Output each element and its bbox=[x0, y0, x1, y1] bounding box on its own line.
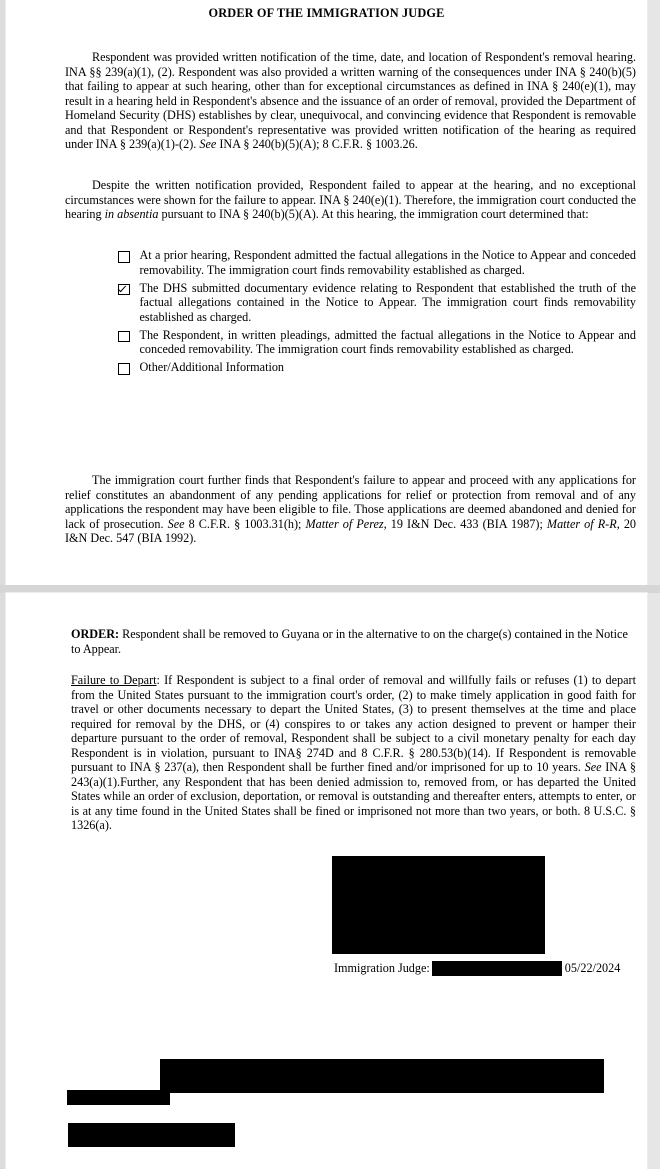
case-citation-rr-detail: , 20 I&N Dec. 547 (BIA 1992). bbox=[65, 516, 637, 546]
via-line bbox=[65, 1057, 640, 1074]
judge-signature-redaction bbox=[332, 856, 545, 954]
finding-label: Other/Additional Information bbox=[139, 360, 285, 375]
order-paragraph bbox=[71, 627, 636, 656]
findings-checkbox-list bbox=[118, 248, 636, 378]
order-text: Respondent shall be removed to Guyana or in the alternative to on the charge(s) contained in the Notice to Appear. bbox=[71, 627, 628, 656]
document-page-1 bbox=[6, 0, 647, 585]
case-citation-rr: Matter of R-R bbox=[546, 516, 617, 531]
finding-option-other[interactable] bbox=[118, 360, 636, 375]
paragraph-in-absentia bbox=[65, 178, 636, 222]
finding-option-dhs-evidence[interactable] bbox=[118, 281, 636, 325]
served-line bbox=[65, 1040, 640, 1057]
finding-option-prior-hearing[interactable] bbox=[118, 248, 636, 277]
checkbox-icon[interactable] bbox=[118, 363, 130, 375]
certificate-of-service-body bbox=[65, 1040, 640, 1140]
paragraph-abandonment bbox=[65, 473, 636, 546]
paragraph-in-absentia-text-a: Despite the written notification provided, Respondent failed to appear at the hearing, and no exceptional circumstances were shown for the failure to appear. INA § 240(e)(1). Therefore, the immigration court conducted the hearing bbox=[65, 178, 636, 222]
finding-label: At a prior hearing, Respondent admitted the factual allegations in the Notice to Appear and conceded removability. The immigration court finds removability established as charged. bbox=[139, 248, 636, 277]
checkbox-checked-icon[interactable] bbox=[118, 284, 130, 296]
in-absentia-italic: in absentia bbox=[104, 207, 159, 222]
anumber-redaction bbox=[67, 1090, 170, 1105]
case-citation-perez: Matter of Perez bbox=[305, 516, 384, 531]
page-title: ORDER OF THE IMMIGRATION JUDGE bbox=[208, 6, 445, 20]
paragraph-notification-text: Respondent was provided written notification of the time, date, and location of Respondent's removal hearing. INA §§ 239(a)(1), (2). Respondent was also provided a written warning of the consequences under INA § 240(b)(5) that failing to appear at such hearing, other than for exceptional circumstances as defined in INA § 240(e)(1), may result in a hearing held in Respondent's absence and the issuance of an order of removal, provided the Department of Homeland Security (DHS) establishes by clear, unequivocal, and convincing evidence that Respondent is removable and that Respondent or Respondent's representative was provided written notification of the hearing as required under INA § 239(a)(1)-(2). bbox=[65, 50, 636, 152]
finding-option-written-pleadings[interactable] bbox=[118, 328, 636, 357]
see-citation-signal: See bbox=[584, 760, 602, 775]
failure-to-depart-text-a: : If Respondent is subject to a final order of removal and willfully fails or refuses (1) to depart from the United States pursuant to the immigration court's order, (2) to make timely application in good faith for travel or other documents necessary to depart the United States, (3) to present themselves at the time and place required for removal by the DHS, or (4) conspires to or takes any action designed to prevent or hamper their departure pursuant to the order of removal, Respondent shall be subject to a civil monetary penalty for each day Respondent is in violation, pursuant to INA§ 274D and 8 C.F.R. § 280.53(b)(14). If Respondent is removable pursuant to INA § 237(a), then Respondent shall be further fined and/or imprisoned for up to 10 years. bbox=[71, 673, 636, 775]
failure-to-depart-label: Failure to Depart bbox=[71, 673, 157, 687]
paragraph-abandonment-text: The immigration court further finds that Respondent's failure to appear and proceed with any applications for relief constitutes an abandonment of any pending applications for relief or protection from removal and of any applications the respondent may have been eligible to file. Those applications are deemed abandoned and denied for lack of prosecution. bbox=[65, 473, 636, 531]
checkbox-icon[interactable] bbox=[118, 331, 130, 343]
failure-to-depart-text-b: INA § 243(a)(1).Further, any Respondent that has been denied admission to, removed from, or has departed the United States while an order of exclusion, deportation, or removal is outstanding and thereafter enters, attempts to enter, or is at any time found in the United States shall be fined or imprisoned not more than two years, or both. 8 U.S.C. § 1326(a). bbox=[71, 760, 636, 833]
immigration-judge-line bbox=[334, 961, 634, 976]
served-by-redaction bbox=[68, 1123, 235, 1147]
page-separator bbox=[0, 585, 660, 593]
judge-name-redaction bbox=[432, 961, 562, 976]
paragraph-abandonment-cfr: 8 C.F.R. § 1003.31(h); bbox=[184, 516, 306, 531]
order-label: ORDER: bbox=[71, 627, 120, 641]
failure-to-depart-paragraph bbox=[71, 673, 636, 833]
case-citation-perez-detail: , 19 I&N Dec. 433 (BIA 1987); bbox=[383, 516, 547, 531]
riders-line bbox=[65, 1106, 640, 1123]
immigration-judge-label: Immigration Judge: bbox=[334, 961, 430, 975]
judge-signature-date: 05/22/2024 bbox=[564, 961, 621, 975]
see-citation-signal: See bbox=[199, 137, 217, 152]
paragraph-in-absentia-text-b: pursuant to INA § 240(b)(5)(A). At this hearing, the immigration court determined that: bbox=[158, 207, 589, 222]
paragraph-notification-tail: INA § 240(b)(5)(A); 8 C.F.R. § 1003.26. bbox=[216, 137, 418, 152]
service-address-redaction bbox=[160, 1059, 604, 1093]
finding-label: The DHS submitted documentary evidence relating to Respondent that established the truth of the factual allegations contained in the Notice to Appear. The immigration court finds removability established as charged. bbox=[139, 280, 636, 324]
checkbox-icon[interactable] bbox=[118, 251, 130, 263]
service-date-line bbox=[65, 1123, 640, 1140]
paragraph-notification bbox=[65, 50, 636, 152]
finding-label: The Respondent, in written pleadings, admitted the factual allegations in the Notice to Appear and conceded removability. The immigration court finds removability established as charged. bbox=[139, 327, 636, 357]
see-citation-signal: See bbox=[167, 516, 185, 531]
